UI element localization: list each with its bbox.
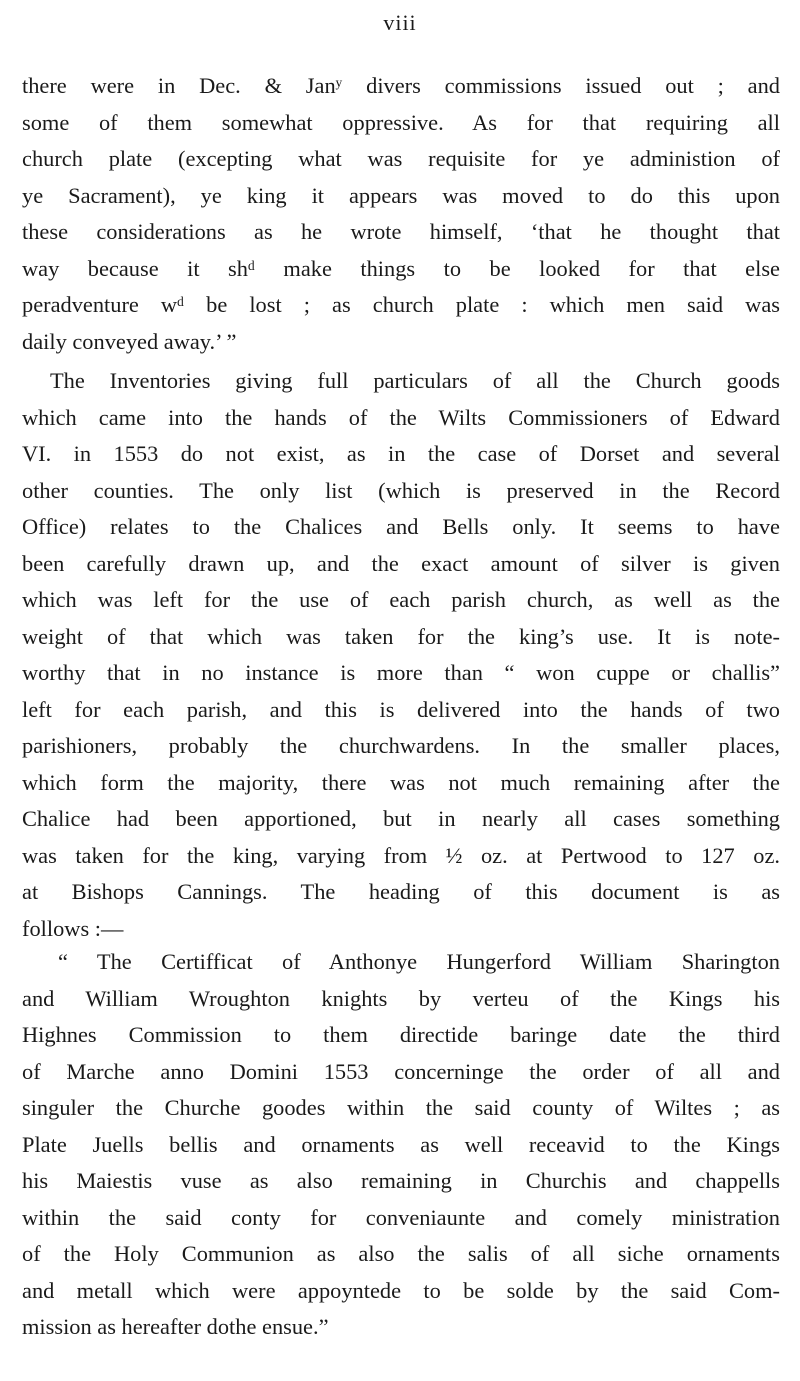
text-line: of Marche anno Domini 1553 concerninge the order of all and xyxy=(22,1058,780,1084)
text-line: worthy that in no instance is more than “ won cuppe or challis” xyxy=(22,660,780,685)
text-line: follows :— xyxy=(22,915,124,941)
text-line: VI. in 1553 do not exist, as in the case of Dorset and several xyxy=(22,441,780,466)
page-number: viii xyxy=(383,10,417,35)
text-line: left for each parish, and this is delivered into the hands of two xyxy=(22,696,780,722)
text-line: which form the majority, there was not much remaining after the xyxy=(22,769,780,795)
text-line: there were in Dec. & Janʸ divers commissions issued out ; and xyxy=(22,73,780,98)
text-line: parishioners, probably the churchwardens. In the smaller places, xyxy=(22,733,780,758)
text-line: Office) relates to the Chalices and Bells only. It seems to have xyxy=(22,514,780,539)
text-line: these considerations as he wrote himself, ‘that he thought that xyxy=(22,219,780,244)
text-line: “ The Certifficat of Anthonye Hungerford William Sharington xyxy=(58,949,780,974)
text-line: daily conveyed away.’ ” xyxy=(22,328,237,354)
text-line: mission as hereafter dothe ensue.” xyxy=(22,1314,329,1339)
text-line: weight of that which was taken for the king’s use. It is note- xyxy=(22,623,780,649)
text-line: his Maiestis vuse as also remaining in Churchis and chappells xyxy=(22,1168,780,1193)
text-line: and William Wroughton knights by verteu of the Kings his xyxy=(22,985,780,1011)
text-line: which was left for the use of each parish church, as well as the xyxy=(22,587,780,612)
text-line: singuler the Churche goodes within the said county of Wiltes ; as xyxy=(22,1095,780,1120)
text-line: Highnes Commission to them directide baringe date the third xyxy=(22,1022,780,1047)
text-line: ye Sacrament), ye king it appears was moved to do this upon xyxy=(22,182,780,208)
text-line: was taken for the king, varying from ½ oz. at Pertwood to 127 oz. xyxy=(22,842,780,868)
text-line: way because it shᵈ make things to be looked for that else xyxy=(22,255,780,281)
text-line: peradventure wᵈ be lost ; as church plate : which men said was xyxy=(22,292,780,317)
text-line: Chalice had been apportioned, but in nearly all cases something xyxy=(22,806,780,831)
paragraph-certificat-quote xyxy=(22,944,780,1346)
text-line: The Inventories giving full particulars of all the Church goods xyxy=(50,368,780,393)
text-line: been carefully drawn up, and the exact amount of silver is given xyxy=(22,550,780,576)
text-line: some of them somewhat oppressive. As for that requiring all xyxy=(22,109,780,135)
text-line: at Bishops Cannings. The heading of this document is as xyxy=(22,879,780,904)
text-line: which came into the hands of the Wilts Commissioners of Edward xyxy=(22,404,780,430)
paragraph-inventories xyxy=(22,363,780,947)
text-line: Plate Juells bellis and ornaments as well receavid to the Kings xyxy=(22,1131,780,1157)
text-line: within the said conty for conveniaunte and comely ministration xyxy=(22,1204,780,1230)
text-line: and metall which were appoyntede to be solde by the said Com- xyxy=(22,1277,780,1303)
text-line: other counties. The only list (which is preserved in the Record xyxy=(22,477,780,503)
text-line: of the Holy Communion as also the salis of all siche ornaments xyxy=(22,1241,780,1266)
paragraph-continuation-quote xyxy=(22,68,780,360)
text-line: church plate (excepting what was requisite for ye administion of xyxy=(22,146,780,171)
